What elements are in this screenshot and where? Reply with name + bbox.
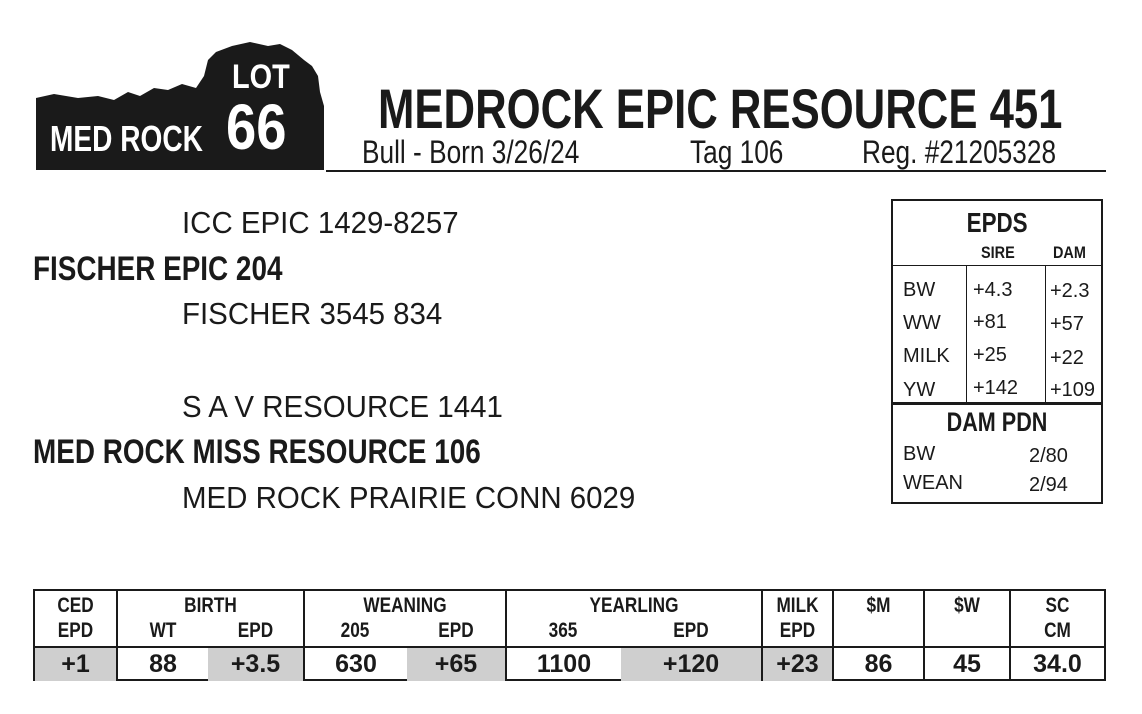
value-birth-epd: +3.5 <box>208 648 303 681</box>
tag-number: Tag 106 <box>690 134 784 170</box>
value-sc: 34.0 <box>1033 650 1082 678</box>
value-yearling-365: 1100 <box>536 650 592 678</box>
value-yearling-epd: +120 <box>621 648 761 681</box>
epd-dam-value: +57 <box>1050 313 1084 335</box>
epd-label: MILK <box>903 345 950 367</box>
epd-sire-value: +81 <box>973 311 1007 333</box>
sire: FISCHER EPIC 204 <box>33 250 283 288</box>
sex-born: Bull - Born 3/26/24 <box>362 134 580 170</box>
header-birth-wt: WT <box>149 619 177 642</box>
header-ced-epd: EPD <box>57 619 94 642</box>
epd-label: YW <box>903 379 936 401</box>
dam-dam: MED ROCK PRAIRIE CONN 6029 <box>182 480 636 515</box>
title-rule <box>326 170 1106 172</box>
epd-sire-value: +142 <box>973 377 1019 399</box>
epd-col-sire: SIRE <box>981 243 1015 262</box>
header-dollar-m: $M <box>866 594 891 617</box>
header-yearling-365: 365 <box>548 619 578 642</box>
lot-label: LOT <box>232 58 290 96</box>
value-birth-wt: 88 <box>149 650 177 678</box>
pdn-value: 2/80 <box>1029 445 1068 467</box>
pdn-label: WEAN <box>903 472 963 494</box>
dam-sire: S A V RESOURCE 1441 <box>182 389 503 424</box>
dam: MED ROCK MISS RESOURCE 106 <box>33 433 481 471</box>
value-ced: +1 <box>35 648 116 681</box>
value-dollar-m: 86 <box>864 650 893 678</box>
value-weaning-205: 630 <box>335 650 377 678</box>
epd-col-dam: DAM <box>1053 243 1086 262</box>
epd-label: WW <box>903 312 941 334</box>
brand-name: MED ROCK <box>50 118 203 159</box>
epd-box <box>891 199 1103 504</box>
registration-number: Reg. #21205328 <box>862 134 1057 170</box>
pdn-label: BW <box>903 443 936 465</box>
epd-sire-value: +4.3 <box>973 279 1013 301</box>
epd-sire-value: +25 <box>973 344 1007 366</box>
divider <box>893 402 1101 405</box>
dam-pdn-title: DAM PDN <box>946 407 1048 437</box>
performance-table <box>33 589 1106 681</box>
header-weaning-205: 205 <box>340 619 370 642</box>
header-weaning: WEANING <box>363 594 447 617</box>
epd-dam-value: +109 <box>1050 379 1096 401</box>
pdn-value: 2/94 <box>1029 474 1068 496</box>
sire-sire: ICC EPIC 1429-8257 <box>182 205 459 240</box>
epd-dam-value: +2.3 <box>1050 280 1090 302</box>
header-yearling: YEARLING <box>589 594 679 617</box>
value-weaning-epd: +65 <box>407 648 505 681</box>
lot-number: 66 <box>226 91 287 163</box>
header-birth-epd: EPD <box>237 619 274 642</box>
value-milk-epd: +23 <box>763 648 832 681</box>
value-dollar-w: 45 <box>953 650 981 678</box>
divider <box>966 265 967 403</box>
header-milk-epd: EPD <box>779 619 816 642</box>
epd-dam-value: +22 <box>1050 347 1084 369</box>
header-sc-cm: CM <box>1044 619 1071 642</box>
epd-label: BW <box>903 279 936 301</box>
divider <box>1045 265 1046 403</box>
header-dollar-w: $W <box>954 594 980 617</box>
epd-title: EPDS <box>966 207 1028 238</box>
header-weaning-epd: EPD <box>438 619 474 642</box>
sire-dam: FISCHER 3545 834 <box>182 296 443 331</box>
header-ced: CED <box>57 594 94 617</box>
divider <box>893 265 1101 266</box>
header-sc: SC <box>1045 594 1070 617</box>
header-birth: BIRTH <box>184 594 237 617</box>
header-milk: MILK <box>776 594 819 617</box>
header-yearling-epd: EPD <box>673 619 709 642</box>
animal-name: MEDROCK EPIC RESOURCE 451 <box>378 77 1063 140</box>
